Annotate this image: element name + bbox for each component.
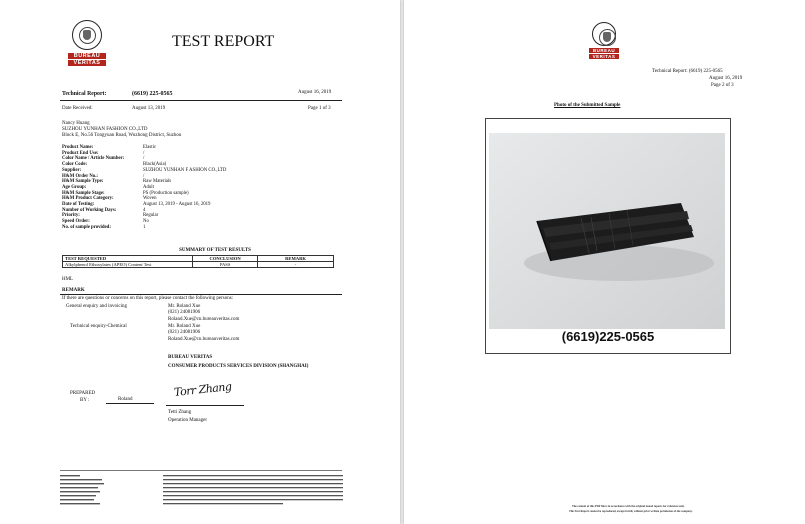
- field-label: Product End Use:: [62, 150, 99, 156]
- test-name: Alkylphenol Ethoxylates (APEO) Content Test: [63, 262, 193, 268]
- footer-line-1: The content of this PDF file is in accordance with the original issued reports for reference only.: [572, 505, 685, 508]
- logo-text-veritas: VERITAS: [68, 60, 106, 66]
- contact-label: Technical enquiry-Chemical: [70, 324, 127, 329]
- report-page-2: [404, 0, 805, 524]
- test-conclusion: PASS: [193, 262, 258, 268]
- contact-block: [168, 324, 239, 343]
- report-date: August 16, 2019: [709, 76, 743, 81]
- field-label: H&M Product Category:: [62, 196, 114, 202]
- field-label: Product Name:: [62, 145, 94, 150]
- prepared-label: PREPARED: [70, 391, 96, 396]
- date-issued: August 16, 2019: [298, 90, 332, 95]
- field-label: H&M Sample Type:: [62, 179, 104, 185]
- client-company: SUZHOU YUNHAN FASHION CO.,LTD: [62, 127, 148, 132]
- field-value: PS (Production sample): [143, 190, 189, 196]
- contact-name: Mr. Roland Xue: [168, 324, 201, 329]
- contact-email: Roland.Xue@cn.bureauveritas.com: [168, 336, 240, 342]
- remark-text: If there are questions or concerns on this report, please contact the following persons:: [62, 296, 234, 301]
- summary-table: [62, 255, 334, 268]
- field-value: Regular: [143, 213, 159, 219]
- field-label: Supplier:: [62, 167, 82, 173]
- contact-block: [168, 304, 239, 323]
- org-division: CONSUMER PRODUCTS SERVICES DIVISION (SHANGHAI): [168, 364, 309, 369]
- field-label: H&M Sample Stage:: [62, 190, 105, 196]
- report-page-1: [0, 0, 400, 524]
- field-label: Color Name / Article Number:: [62, 156, 125, 162]
- field-label: Date of Testing:: [62, 202, 95, 208]
- contact-phone: (021) 24081906: [168, 310, 201, 316]
- contact-email: Roland.Xue@cn.bureauveritas.com: [168, 316, 240, 322]
- elastic-sample-image: [489, 133, 725, 329]
- contact-name: Mr. Roland Xue: [168, 304, 201, 309]
- field-value: /: [143, 150, 145, 156]
- field-label: H&M Order No.:: [62, 173, 99, 179]
- client-address: Block E, No.56 Tongyuan Road, Wuzhong District, Suzhou: [62, 133, 182, 138]
- prepared-by: Roland: [118, 397, 133, 402]
- field-value: /: [143, 156, 145, 162]
- product-details: [62, 145, 312, 231]
- bureau-veritas-logo: [68, 20, 106, 66]
- client-name: Nancy Huang: [62, 121, 90, 126]
- field-value: Raw Materials: [143, 179, 172, 185]
- signer-title: Operation Manager: [168, 418, 208, 423]
- signer-name: Tetti Zhang: [168, 410, 192, 415]
- logo-text-bureau: BUREAU: [68, 53, 106, 59]
- bureau-veritas-logo: [589, 22, 619, 59]
- field-label: Color Code:: [62, 162, 88, 168]
- technical-report-number: Technical Report: (6619) 225-0565: [652, 69, 723, 74]
- field-value: Adult: [143, 184, 154, 190]
- field-label: Age Group:: [62, 184, 87, 190]
- field-value: Black(Asia): [143, 162, 167, 168]
- org-name: BUREAU VERITAS: [168, 355, 213, 360]
- report-title: TEST REPORT: [172, 33, 275, 50]
- technical-report-number: (6619) 225-0565: [132, 91, 173, 97]
- field-value: /: [143, 173, 145, 179]
- field-row: [62, 225, 312, 231]
- date-received-label: Date Received:: [62, 106, 93, 111]
- page-number: Page 2 of 3: [711, 83, 734, 88]
- signature-line: [166, 405, 244, 406]
- header-conclusion: CONCLUSION: [193, 256, 258, 262]
- logo-text-bureau: BUREAU: [589, 48, 619, 53]
- client-block: [62, 121, 181, 139]
- photo-frame: [485, 118, 731, 354]
- field-value: 1: [143, 224, 146, 230]
- header-divider: [60, 100, 342, 101]
- field-value: Elastic: [143, 145, 157, 150]
- logo-text-veritas: VERITAS: [589, 54, 619, 59]
- date-received: August 13, 2019: [132, 106, 166, 111]
- sample-photo: [489, 133, 725, 329]
- signature: Torr Zhang: [173, 380, 233, 399]
- summary-title: SUMMARY OF TEST RESULTS: [179, 248, 251, 253]
- header-remark: REMARK: [258, 256, 334, 262]
- field-label: Number of Working Days:: [62, 207, 117, 213]
- field-value: SUZHOU YUNHAN F ASHION CO.,LTD: [143, 167, 227, 173]
- remark-heading: REMARK: [62, 288, 85, 293]
- footer-fine-print: [60, 474, 345, 510]
- footer-divider: [60, 470, 342, 471]
- field-label: Priority:: [62, 213, 80, 219]
- field-value: Woven: [143, 196, 157, 202]
- table-row: [63, 262, 334, 268]
- field-value: No: [143, 219, 149, 225]
- by-label: BY :: [80, 398, 90, 403]
- contact-label: General enquiry and invoicing: [66, 304, 127, 309]
- veritas-seal-icon: [592, 22, 616, 46]
- field-value: 4: [143, 207, 146, 213]
- photo-caption: (6619)225-0565: [561, 329, 655, 344]
- footer-line-2: This Test Report cannot be reproduced, except in full, without prior written permission of the company.: [569, 510, 693, 513]
- veritas-seal-icon: [72, 20, 102, 50]
- technical-report-label: Technical Report:: [62, 91, 107, 97]
- remark-divider: [60, 294, 342, 295]
- test-remark: -: [258, 262, 334, 268]
- client-code: HML: [62, 277, 74, 282]
- contact-phone: (021) 24081906: [168, 330, 201, 336]
- field-value: August 13, 2019 - August 16, 2019: [143, 202, 211, 208]
- prepared-line: [106, 403, 154, 404]
- page-number: Page 1 of 3: [308, 106, 331, 111]
- photo-title: Photo of the Submitted Sample: [554, 103, 621, 108]
- header-test-requested: TEST REQUESTED: [63, 256, 193, 262]
- field-label: No. of sample provided:: [62, 224, 111, 230]
- field-label: Speed Order:: [62, 219, 90, 225]
